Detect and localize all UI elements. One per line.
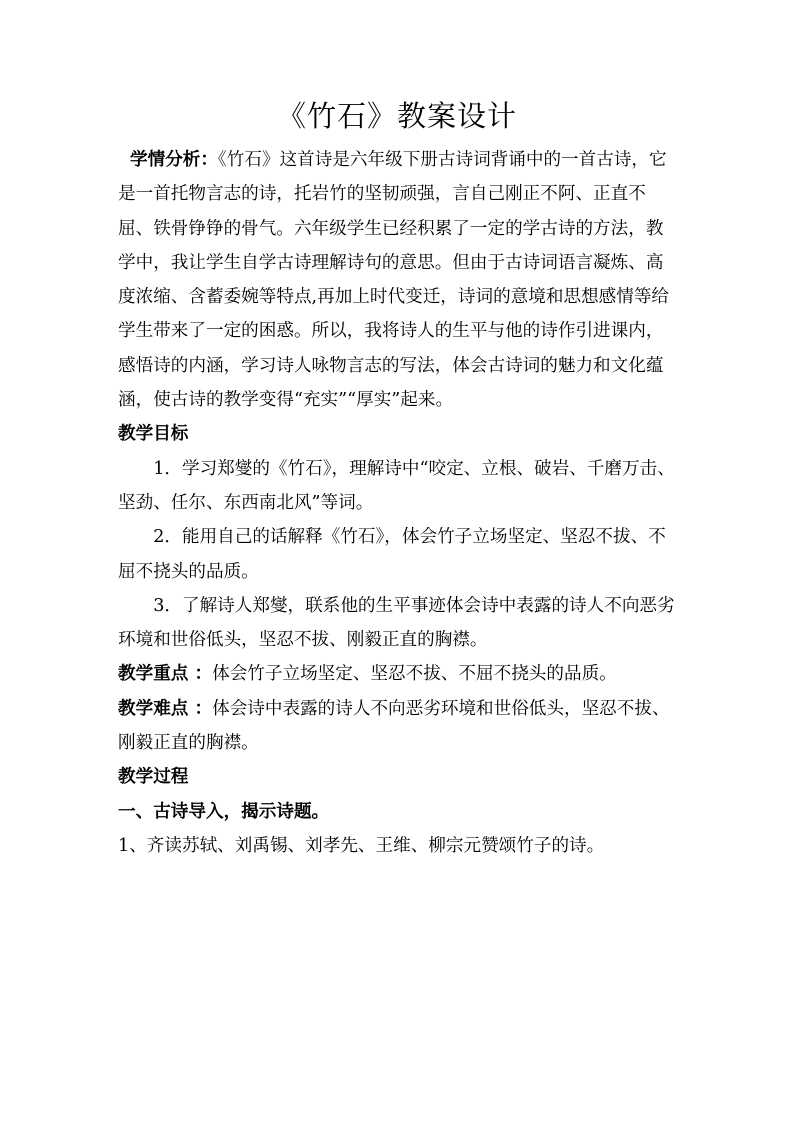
goal-item-2: 2．能用自己的话解释《竹石》，体会竹子立场坚定、坚忍不拔、不屈不挠头的品质。 bbox=[118, 527, 666, 582]
analysis-text: 《竹石》这首诗是六年级下册古诗词背诵中的一首古诗，它是一首托物言志的诗，托岩竹的坚韧顽强，言自己刚正不阿、正直不屈、铁骨铮铮的骨气。六年级学生已经积累了一定的学古诗的方法，教学中，我让学生自学古诗理解诗句的意思。但由于古诗词语言凝炼、高度浓缩、含蓄委婉等特点,再加上时代变迁，诗词的意境和思想感情等给学生带来了一定的困惑。所以，我将诗人的生平与他的诗作引进课内，感悟诗的内涵，学习诗人咏物言志的写法，体会古诗词的魅力和文化蕴涵，使古诗的教学变得“充实”“厚实”起来。 bbox=[118, 150, 670, 411]
process-step-1: 1、齐读苏轼、刘禹锡、刘孝先、王维、柳宗元赞颂竹子的诗。 bbox=[118, 835, 605, 856]
difficult-point-label: 教学难点 ： bbox=[118, 698, 213, 719]
key-point-paragraph bbox=[118, 657, 680, 691]
process-heading: 教学过程 bbox=[118, 767, 189, 788]
analysis-paragraph bbox=[118, 143, 680, 417]
process-section-1: 一、古诗导入，揭示诗题。 bbox=[118, 801, 330, 822]
goal-item-3: 3．了解诗人郑燮，联系他的生平事迹体会诗中表露的诗人不向恶劣环境和世俗低头，坚忍不拔、刚毅正直的胸襟。 bbox=[118, 595, 675, 651]
difficult-point-text: 体会诗中表露的诗人不向恶劣环境和世俗低头，坚忍不拔、刚毅正直的胸襟。 bbox=[118, 698, 670, 754]
analysis-label: 学情分析： bbox=[130, 150, 218, 170]
key-point-text: 体会竹子立场坚定、坚忍不拔、不屈不挠头的品质。 bbox=[212, 664, 617, 685]
document-body bbox=[118, 143, 680, 863]
key-point-label: 教学重点 ： bbox=[118, 664, 213, 685]
document-title: 《竹石》教案设计 bbox=[276, 99, 517, 133]
goal-item-1: 1．学习郑燮的《竹石》，理解诗中“咬定、立根、破岩、千磨万击、坚劲、任尔、东西南北风”等词。 bbox=[118, 458, 675, 513]
difficult-point-paragraph bbox=[118, 692, 680, 761]
goals-heading: 教学目标 bbox=[118, 424, 189, 445]
